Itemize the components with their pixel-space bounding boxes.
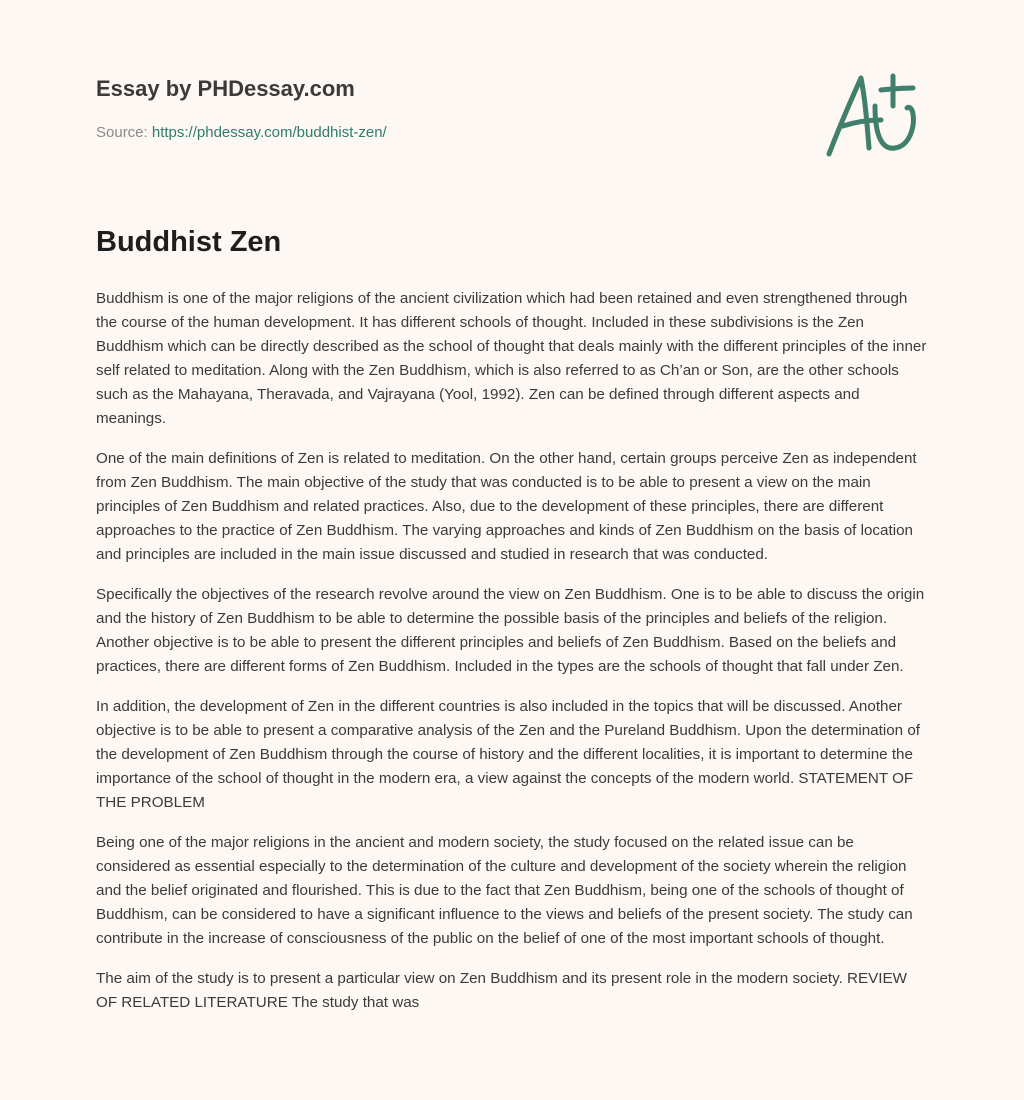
source-label: Source: <box>96 124 148 141</box>
site-title: Essay by PHDessay.com <box>96 76 355 101</box>
essay-body <box>96 287 930 1031</box>
source-line <box>96 124 387 141</box>
essay-paragraph: In addition, the development of Zen in the different countries is also included in the topics that will be discussed. Another objective is to be able to present a comparative analysis of the Zen and the Pureland Buddhism. Upon the determination of the development of Zen Buddhism through the course of history and the different localities, it is important to determine the importance of the school of thought in the modern era, a view against the concepts of the modern world. STATEMENT OF THE PROBLEM <box>96 698 920 811</box>
essay-paragraph: Specifically the objectives of the research revolve around the view on Zen Buddhism. One is to be able to discuss the origin and the history of Zen Buddhism to be able to determine the possible basis of the principles and beliefs of the religion. Another objective is to be able to present the different principles and beliefs of Zen Buddhism. Based on the beliefs and practices, there are different forms of Zen Buddhism. Included in the types are the schools of thought that fall under Zen. <box>96 586 925 675</box>
source-link[interactable]: https://phdessay.com/buddhist-zen/ <box>151 124 387 141</box>
essay-paragraph: Buddhism is one of the major religions of the ancient civilization which had been retained and even strengthened through the course of the human development. It has different schools of thought. Included in these subdivisions is the Zen Buddhism which can be directly described as the school of thought that deals mainly with the different principles of the inner self related to meditation. Along with the Zen Buddhism, which is also referred to as Ch’an or Son, are the other schools such as the Mahayana, Theravada, and Vajrayana (Yool, 1992). Zen can be defined through different aspects and meanings. <box>96 290 927 427</box>
essay-paragraph: Being one of the major religions in the ancient and modern society, the study focused on the related issue can be considered as essential especially to the determination of the culture and development of the society wherein the religion and the belief originated and flourished. This is due to the fact that Zen Buddhism, being one of the schools of thought of Buddhism, can be considered to have a significant influence to the views and beliefs of the present society. The study can contribute in the increase of consciousness of the public on the belief of one of the most important schools of thought. <box>96 834 913 947</box>
essay-header <box>96 74 928 174</box>
essay-title: Buddhist Zen <box>96 226 282 258</box>
essay-paragraph: The aim of the study is to present a particular view on Zen Buddhism and its present role in the modern society. REVIEW OF RELATED LITERATURE The study that was <box>96 970 907 1011</box>
essay-paragraph: One of the main definitions of Zen is related to meditation. On the other hand, certain groups perceive Zen as independent from Zen Buddhism. The main objective of the study that was conducted is to be able to present a view on the main principles of Zen Buddhism and related practices. Also, due to the development of these principles, there are different approaches to the practice of Zen Buddhism. The varying approaches and kinds of Zen Buddhism on the basis of location and principles are included in the main issue discussed and studied in research that was conducted. <box>96 450 917 563</box>
a-plus-logo-icon <box>821 68 921 163</box>
